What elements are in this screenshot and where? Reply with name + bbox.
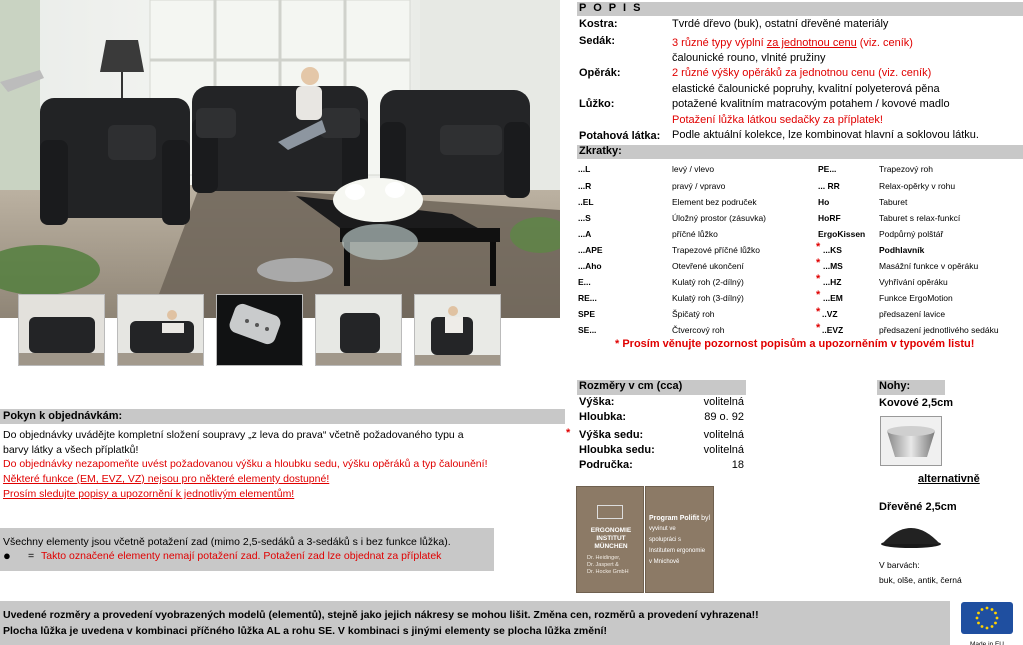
abbr-code: ...EM [823, 293, 843, 303]
abbr-code: ErgoKissen [818, 229, 866, 239]
thumbnail-chair-woman[interactable] [414, 294, 501, 366]
institut-name [581, 527, 641, 551]
polifit-line: spolupráci s [649, 537, 682, 543]
abbr-desc: Funkce ErgoMotion [879, 293, 953, 303]
equals-sign: = [28, 550, 35, 562]
polifit-badge [645, 486, 714, 593]
spec-value-bed: potažené kvalitním matracovým potahem / kovové madlo [672, 98, 950, 110]
star-mark: * [816, 322, 821, 334]
abbr-code: ..EVZ [822, 325, 844, 335]
dimensions-heading: Rozměry v cm (cca) [577, 380, 746, 395]
abbr-code: ...R [578, 181, 592, 191]
spec-label-backrest: Opěrák: [579, 67, 621, 79]
colors-label: V barvách: [879, 560, 920, 570]
abbr-desc: pravý / vpravo [672, 181, 726, 191]
dimension-value-depth: 89 o. 92 [704, 411, 744, 423]
abbr-desc: Podpůrný polštář [879, 229, 944, 239]
abbr-code: Ho [818, 197, 830, 207]
made-in-eu-badge [959, 600, 1015, 645]
legs-heading: Nohy: [877, 380, 945, 395]
abbr-code: ...A [578, 229, 592, 239]
abbr-desc: Taburet s relax-funkcí [879, 213, 961, 223]
abbreviations-notice: * Prosím věnujte pozornost popisům a upozorněním v typovém listu! [615, 338, 975, 350]
institut-emblem-icon [597, 505, 623, 519]
abbr-desc: Relax-opěrky v rohu [879, 181, 956, 191]
abbr-desc: Taburet [879, 197, 908, 207]
product-photo [0, 0, 560, 318]
abbr-desc: Úložný prostor (zásuvka) [672, 213, 767, 223]
elements-note-box [0, 528, 494, 571]
abbr-code: ...MS [823, 261, 843, 271]
dimension-label-seat-depth: Hloubka sedu: [579, 444, 655, 456]
spec-value-backrest-detail: elastické čalounické popruhy, kvalitní polyeterová pěna [672, 83, 940, 95]
spec-value-frame: Tvrdé dřevo (buk), ostatní dřevěné materiály [672, 18, 889, 30]
thumbnail-remote-image [217, 295, 303, 366]
abbr-desc: levý / vlevo [672, 164, 715, 174]
seat-price-link[interactable]: za jednotnou cenu [766, 37, 857, 49]
metal-leg-icon [881, 417, 941, 465]
abbr-code: RE... [578, 293, 597, 303]
living-room-illustration [0, 0, 560, 318]
metal-leg-image [880, 416, 942, 466]
spec-value-bed-note: Potažení lůžka látkou sedačky za příplatek! [672, 114, 883, 126]
disclaimer-line: Uvedené rozměry a provedení vyobrazených modelů (elementů), stejně jako jejich nákresy se mohou lišit. Změna cen, rozměrů a provedení vyhrazena!! [3, 609, 759, 621]
black-dot-icon: ● [3, 548, 11, 563]
disclaimer-box [0, 601, 950, 645]
polifit-line: Institutem ergonomie [649, 548, 706, 554]
abbr-desc: Element bez područek [672, 197, 757, 207]
dimension-value-seat-height: volitelná [703, 429, 744, 441]
made-in-eu-label: Made in EU [970, 641, 1004, 645]
polifit-title: Program Polifit [649, 515, 700, 522]
institut-subtext [587, 555, 639, 576]
order-warning-line: Prosím sledujte popisy a upozornění k jednotlivým elementům! [3, 488, 295, 500]
polifit-text [649, 524, 713, 568]
institut-name-line: INSTITUT [596, 535, 626, 542]
institut-name-line: ERGONOMIE [590, 527, 632, 534]
ergonomie-institut-logo [576, 486, 644, 593]
colors-list: buk, olše, antik, černá [879, 575, 962, 585]
disclaimer-line: Plocha lůžka je uvedena v kombinaci příčného lůžka AL a rohu SE. V kombinaci s jinými elementy se plocha lůžka změní! [3, 625, 607, 637]
spec-label-frame: Kostra: [579, 18, 618, 30]
abbr-code: ..VZ [822, 309, 838, 319]
abbr-code: ...Aho [578, 261, 602, 271]
order-warning-line: Některé funkce (EM, EVZ, VZ) nejsou pro některé elementy dostupné! [3, 473, 330, 485]
eu-flag-icon [959, 600, 1015, 636]
abbr-desc: Vyhřívání opěráku [879, 277, 948, 287]
order-warning-line: Do objednávky nezapomeňte uvést požadovanou výšku a hloubku sedu, výšku opěráků a typ čalounění! [3, 458, 488, 470]
abbr-desc: Trapezové příčné lůžko [672, 245, 761, 255]
elements-note-warning: Takto označené elementy nemají potažení zad. Potažení zad lze objednat za příplatek [41, 550, 442, 562]
abbr-desc: Kulatý roh (2-dílný) [672, 277, 744, 287]
star-mark: * [816, 273, 821, 285]
abbr-code: HoRF [818, 213, 841, 223]
dimension-label-armrest: Područka: [579, 459, 633, 471]
polifit-line: vyvinut ve [649, 526, 676, 532]
abbr-desc: Kulatý roh (3-dílný) [672, 293, 744, 303]
institut-sub-line: Dr. Hocke GmbH [587, 569, 629, 575]
abbr-code: SE... [578, 325, 597, 335]
dimension-label-height: Výška: [579, 396, 615, 408]
thumbnail-sofa[interactable] [18, 294, 105, 366]
spec-value-seat [672, 37, 913, 49]
spec-label-fabric: Potahová látka: [579, 130, 661, 142]
polifit-line: v Mnichově [649, 559, 680, 565]
dimension-value-height: volitelná [703, 396, 744, 408]
dimension-value-seat-depth: volitelná [703, 444, 744, 456]
polifit-title-line [649, 515, 713, 522]
thumbnail-armchair-image [316, 295, 402, 366]
abbr-desc: Čtvercový roh [672, 325, 725, 335]
spec-value-backrest: 2 různé výšky opěráků za jednotnou cenu (viz. ceník) [672, 67, 932, 79]
star-mark: * [816, 289, 821, 301]
spec-label-seat: Sedák: [579, 35, 616, 47]
thumbnail-remote[interactable] [216, 294, 303, 366]
abbr-desc: předsazení jednotlivého sedáku [879, 325, 999, 335]
dimension-label-seat-height: Výška sedu: [579, 429, 644, 441]
abbr-code: PE... [818, 164, 837, 174]
wooden-legs-label: Dřevěné 2,5cm [879, 501, 957, 513]
popis-heading: P O P I S [577, 2, 1023, 16]
thumbnail-chair-woman-image [415, 295, 501, 366]
abbr-desc: Masážní funkce v opěráku [879, 261, 979, 271]
abbr-code: ...HZ [823, 277, 842, 287]
star-mark: * [816, 241, 821, 253]
abbreviations-heading: Zkratky: [577, 145, 1023, 159]
elements-note-line: Všechny elementy jsou včetně potažení zad (mimo 2,5-sedáků a 3-sedáků s i bez funkce lůžka). [3, 536, 451, 548]
dimension-label-depth: Hloubka: [579, 411, 627, 423]
seat-prefix: 3 různé typy výplní [672, 37, 767, 49]
thumbnail-relax[interactable] [117, 294, 204, 366]
star-mark: * [816, 306, 821, 318]
metal-legs-label: Kovové 2,5cm [879, 397, 953, 409]
order-instruction-line: Do objednávky uvádějte kompletní složení soupravy „z leva do prava“ včetně požadovaného typu a [3, 429, 464, 441]
spec-value-fabric: Podle aktuální kolekce, lze kombinovat hlavní a soklovou látku. [672, 129, 979, 141]
abbr-code: ...APE [578, 245, 603, 255]
abbr-desc: předsazení lavice [879, 309, 946, 319]
abbr-code: ...KS [823, 245, 842, 255]
abbr-code: ...S [578, 213, 591, 223]
institut-sub-line: Dr. Jaspert & [587, 562, 619, 568]
order-instruction-line: barvy látky a všech příplatků! [3, 444, 139, 456]
abbr-desc: příčné lůžko [672, 229, 718, 239]
abbr-desc: Špičatý roh [672, 309, 715, 319]
star-mark: * [566, 427, 571, 439]
abbr-code: SPE [578, 309, 596, 319]
alternative-label: alternativně [918, 473, 980, 485]
star-mark: * [816, 257, 821, 269]
thumbnail-armchair[interactable] [315, 294, 402, 366]
abbr-desc: Otevřené ukončení [672, 261, 744, 271]
abbr-code: ..EL [578, 197, 594, 207]
wooden-leg-icon [880, 516, 942, 548]
abbr-desc: Podhlavník [879, 245, 925, 255]
order-instructions-heading: Pokyn k objednávkám: [0, 409, 565, 424]
abbr-code: E... [578, 277, 591, 287]
spec-label-bed: Lůžko: [579, 98, 615, 110]
thumbnail-relax-image [118, 295, 204, 366]
thumbnail-sofa-image [19, 295, 105, 366]
polifit-title-suffix: byl [701, 515, 711, 522]
institut-name-line: MÜNCHEN [594, 543, 628, 550]
dimension-value-armrest: 18 [731, 459, 744, 471]
seat-suffix: (viz. ceník) [856, 37, 913, 49]
wooden-leg-image [880, 516, 942, 548]
spec-value-seat-detail: čalounické rouno, vlnité pružiny [672, 52, 826, 64]
abbr-code: ... RR [818, 181, 840, 191]
abbr-desc: Trapezový roh [879, 164, 934, 174]
institut-sub-line: Dr. Heidinger, [587, 555, 621, 561]
abbr-code: ...L [578, 164, 591, 174]
